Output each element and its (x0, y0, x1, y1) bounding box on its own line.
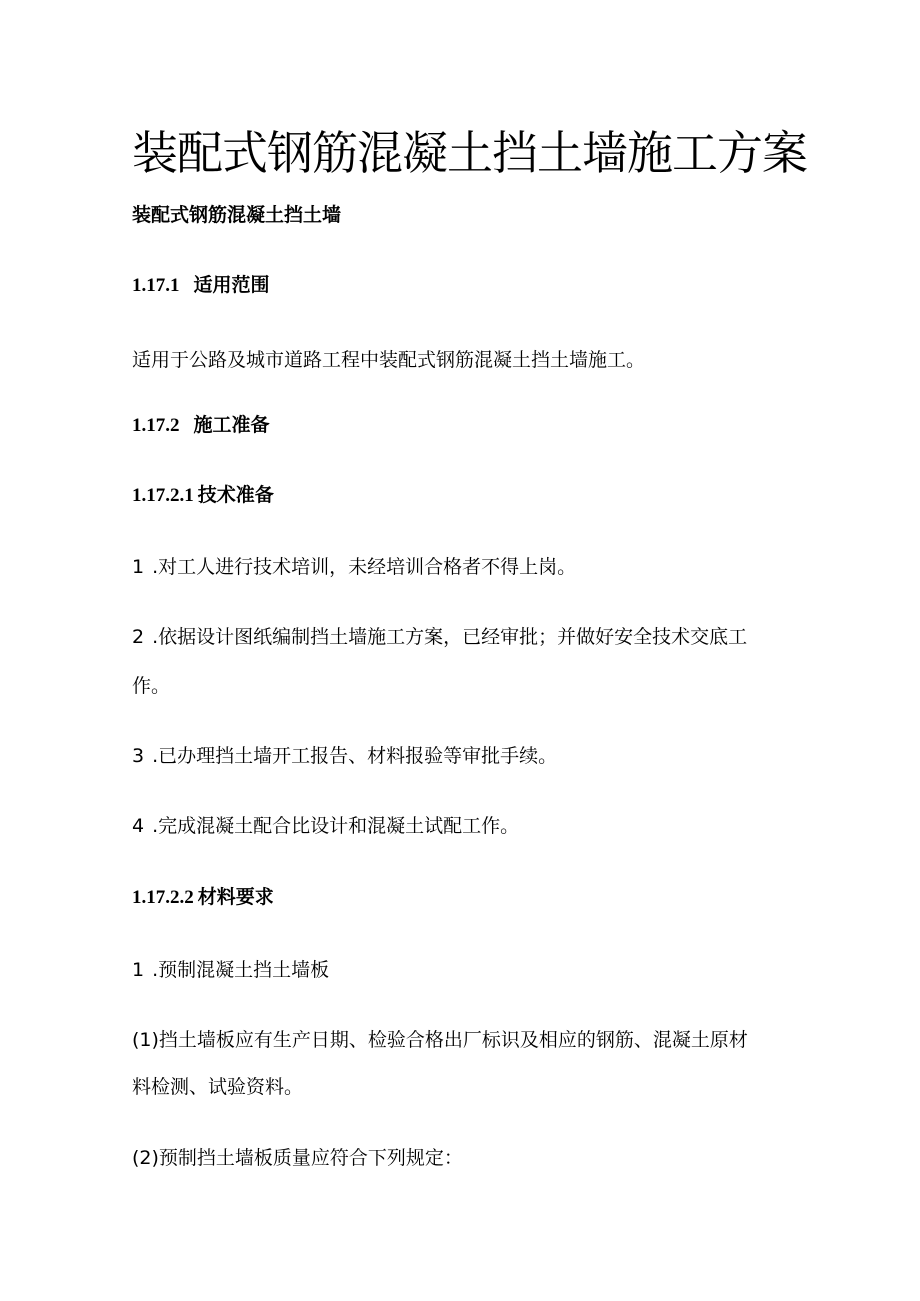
section-heading-1-17-2 (132, 414, 270, 437)
section-label: 材料要求 (197, 886, 274, 908)
section-number: 1.17.1 (132, 275, 180, 296)
list-text: .已办理挡土墙开工报告、材料报验等审批手续。 (152, 745, 558, 767)
document-subtitle: 装配式钢筋混凝土挡土墙 (132, 204, 342, 226)
section-label: 技术准备 (197, 484, 274, 506)
list-item-tech-4 (132, 815, 519, 837)
section-heading-1-17-1 (132, 274, 270, 297)
list-number: 1 (132, 959, 145, 981)
section-heading-1-17-2-1 (132, 484, 274, 507)
list-text: .对工人进行技术培训，未经培训合格者不得上岗。 (152, 556, 577, 578)
list-item-material-1 (132, 959, 329, 981)
section-label: 适用范围 (193, 274, 270, 296)
list-item-tech-1 (132, 556, 576, 578)
section-number: 1.17.2 (132, 415, 180, 436)
list-item-tech-2 (132, 626, 747, 648)
sub-item-material-1: (1)挡土墙板应有生产日期、检验合格出厂标识及相应的钢筋、混凝土原材 (132, 1029, 748, 1051)
sub-item-material-2: (2)预制挡土墙板质量应符合下列规定： (132, 1147, 463, 1169)
list-text: .预制混凝土挡土墙板 (152, 959, 330, 981)
list-number: 4 (132, 815, 145, 837)
list-text: .完成混凝土配合比设计和混凝土试配工作。 (152, 815, 520, 837)
list-number: 2 (132, 626, 145, 648)
section-heading-1-17-2-2 (132, 886, 274, 909)
list-item-tech-2-continued: 作。 (132, 675, 171, 697)
list-text: .依据设计图纸编制挡土墙施工方案，已经审批；并做好安全技术交底工 (152, 626, 748, 648)
section-label: 施工准备 (193, 414, 270, 436)
section-number: 1.17.2.2 (132, 887, 194, 908)
list-item-tech-3 (132, 745, 557, 767)
paragraph-scope: 适用于公路及城市道路工程中装配式钢筋混凝土挡土墙施工。 (132, 349, 646, 371)
list-number: 1 (132, 556, 145, 578)
sub-item-material-1-continued: 料检测、试验资料。 (132, 1076, 304, 1098)
document-title: 装配式钢筋混凝土挡土墙施工方案 (132, 126, 807, 180)
list-number: 3 (132, 745, 145, 767)
section-number: 1.17.2.1 (132, 485, 194, 506)
